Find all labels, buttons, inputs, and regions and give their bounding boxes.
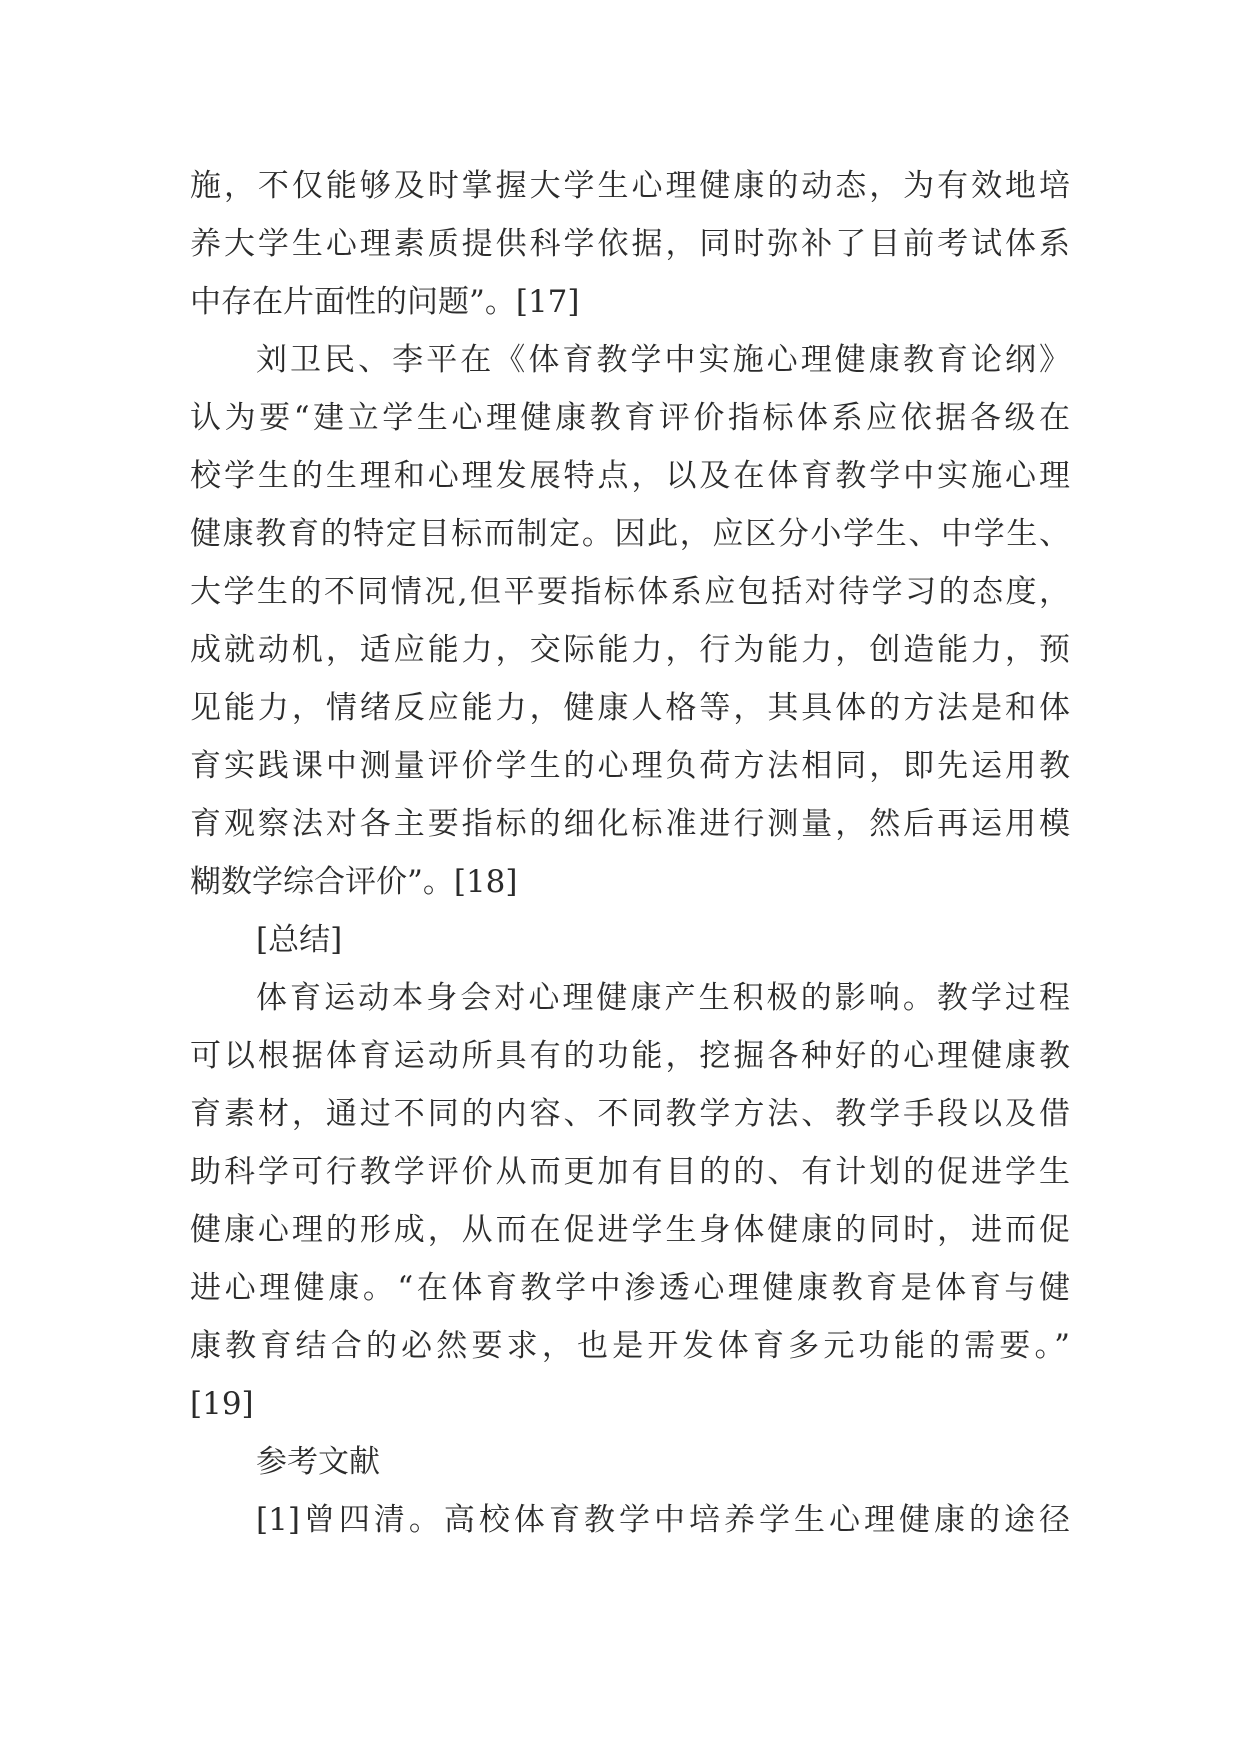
text-line: 养大学生心理素质提供科学依据，同时弥补了目前考试体系 xyxy=(190,226,1070,262)
text-line: 育实践课中测量评价学生的心理负荷方法相同，即先运用教 xyxy=(190,748,1070,784)
text-line: 成就动机，适应能力，交际能力，行为能力，创造能力，预 xyxy=(190,632,1070,668)
reference-item: [1]曾四清。高校体育教学中培养学生心理健康的途径 xyxy=(256,1502,1070,1538)
text-line: 中存在片面性的问题”。[17] xyxy=(190,284,580,320)
text-line: 育素材，通过不同的内容、不同教学方法、教学手段以及借 xyxy=(190,1096,1070,1132)
text-line: 进心理健康。“在体育教学中渗透心理健康教育是体育与健 xyxy=(190,1270,1070,1306)
paragraph-start-line: 体育运动本身会对心理健康产生积极的影响。教学过程 xyxy=(256,980,1070,1016)
text-line: 健康心理的形成，从而在促进学生身体健康的同时，进而促 xyxy=(190,1212,1070,1248)
text-line: [19] xyxy=(190,1386,254,1422)
text-line: 校学生的生理和心理发展特点，以及在体育教学中实施心理 xyxy=(190,458,1070,494)
references-heading: 参考文献 xyxy=(256,1444,380,1480)
text-line: 康教育结合的必然要求，也是开发体育多元功能的需要。” xyxy=(190,1328,1070,1364)
text-line: 糊数学综合评价”。[18] xyxy=(190,864,518,900)
paragraph-start-line: 刘卫民、李平在《体育教学中实施心理健康教育论纲》 xyxy=(256,342,1070,378)
text-line: 育观察法对各主要指标的细化标准进行测量，然后再运用模 xyxy=(190,806,1070,842)
text-line: 认为要“建立学生心理健康教育评价指标体系应依据各级在 xyxy=(190,400,1070,436)
text-line: 健康教育的特定目标而制定。因此，应区分小学生、中学生、 xyxy=(190,516,1070,552)
text-line: 可以根据体育运动所具有的功能，挖掘各种好的心理健康教 xyxy=(190,1038,1070,1074)
text-line: 见能力，情绪反应能力，健康人格等，其具体的方法是和体 xyxy=(190,690,1070,726)
text-line: 施，不仅能够及时掌握大学生心理健康的动态，为有效地培 xyxy=(190,168,1070,204)
section-heading: [总结] xyxy=(256,922,343,958)
text-line: 助科学可行教学评价从而更加有目的的、有计划的促进学生 xyxy=(190,1154,1070,1190)
text-line: 大学生的不同情况,但平要指标体系应包括对待学习的态度， xyxy=(190,574,1070,610)
